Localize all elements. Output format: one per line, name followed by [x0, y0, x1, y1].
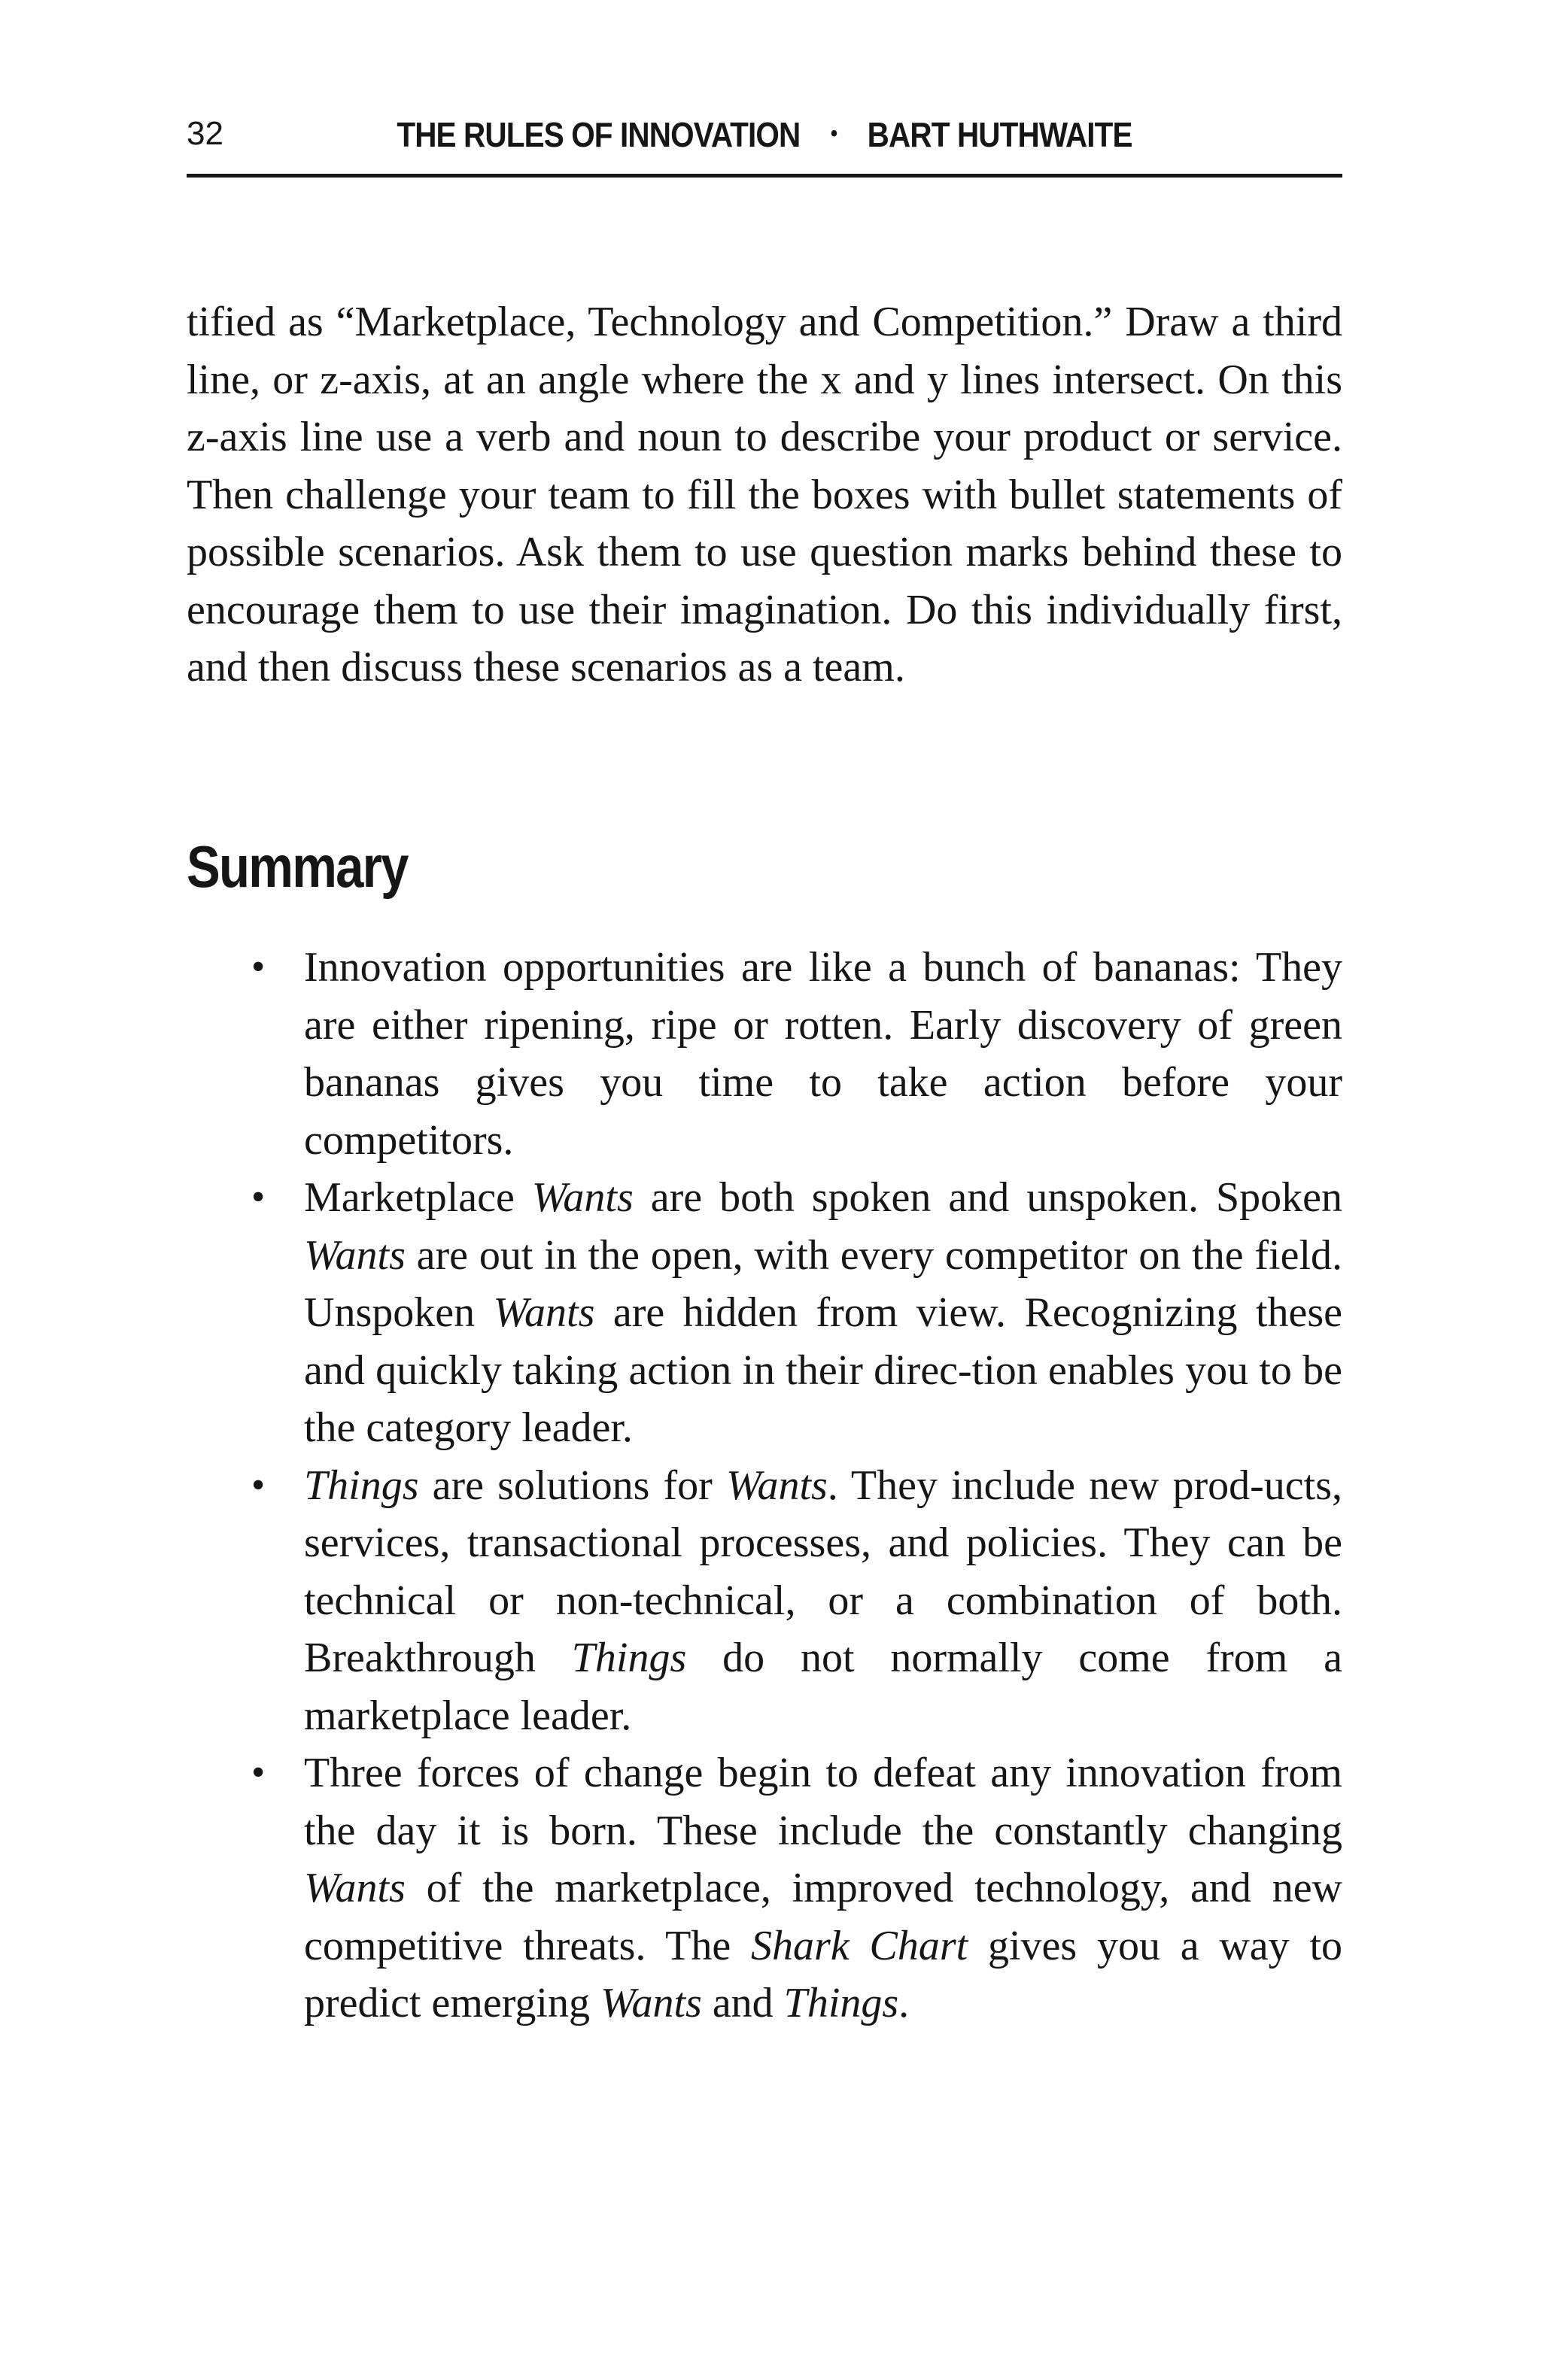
bullet-glyph: • — [251, 1176, 266, 1219]
header-separator: • — [830, 121, 837, 146]
summary-text: of the marketplace, improved technology, and new competitive threats. The — [304, 1865, 1342, 1969]
emphasis-wants: Wants — [531, 1174, 634, 1221]
summary-text: are out in the open, with every competitor on the field. Unspoken — [304, 1231, 1342, 1336]
emphasis-things: Things — [571, 1635, 687, 1681]
emphasis-wants: Wants — [600, 1980, 702, 2026]
summary-item-forces — [251, 1744, 1342, 2032]
running-header — [187, 113, 1342, 178]
summary-text: Marketplace — [304, 1174, 532, 1221]
summary-text: . — [898, 1980, 910, 2026]
emphasis-things: Things — [783, 1980, 899, 2026]
summary-text: . They include new prod-ucts, services, transactional processes, and policies. They can be technical or non-technical, or a combination of both. Breakthrough — [304, 1462, 1342, 1681]
emphasis-wants: Wants — [304, 1865, 406, 1911]
emphasis-wants: Wants — [493, 1289, 595, 1336]
summary-text: gives you a way to predict emerging — [304, 1922, 1342, 2026]
emphasis-shark-chart: Shark Chart — [751, 1922, 968, 1969]
summary-text: do not normally come from a marketplace leader. — [304, 1635, 1343, 1739]
section-title-summary: Summary — [187, 833, 408, 900]
summary-text: are solutions for — [418, 1462, 726, 1509]
summary-text: Three forces of change begin to defeat any innovation from the day it is born. These include the constantly changing — [304, 1750, 1342, 1854]
summary-text: are hidden from view. Recognizing these and quickly taking action in their direc-tion enables you to be the category leader. — [304, 1289, 1343, 1451]
summary-text: are both spoken and unspoken. Spoken — [633, 1174, 1342, 1221]
summary-text: Innovation opportunities are like a bunch of bananas: They are either ripening, ripe or rotten. Early discovery of green bananas gives you time to take action before your competitors. — [304, 944, 1342, 1164]
emphasis-things: Things — [304, 1462, 419, 1509]
intro-paragraph: tified as “Marketplace, Technology and Competition.” Draw a third line, or z-axis, at an angle where the x and y lines intersect. On this z-axis line use a verb and noun to describe your product or service. Then challenge your team to fill the boxes with bullet statements of possible scenarios. Ask them to use question marks behind these to encourage them to use their imagination. Do this individually first, and then discuss these scenarios as a team. — [187, 299, 1342, 691]
summary-item-bananas — [251, 939, 1342, 1169]
emphasis-wants: Wants — [304, 1231, 406, 1279]
page-number: 32 — [187, 115, 223, 152]
running-head — [256, 117, 1273, 152]
author-name: BART HUTHWAITE — [867, 115, 1132, 154]
bullet-glyph: • — [251, 1751, 266, 1794]
emphasis-wants: Wants — [725, 1462, 828, 1509]
bullet-glyph: • — [251, 1463, 266, 1507]
summary-item-things — [251, 1457, 1343, 1745]
summary-list — [251, 939, 1343, 2032]
bullet-glyph: • — [251, 946, 266, 988]
summary-item-wants — [251, 1169, 1343, 1457]
summary-text: and — [701, 1980, 784, 2026]
book-title: THE RULES OF INNOVATION — [397, 115, 801, 154]
